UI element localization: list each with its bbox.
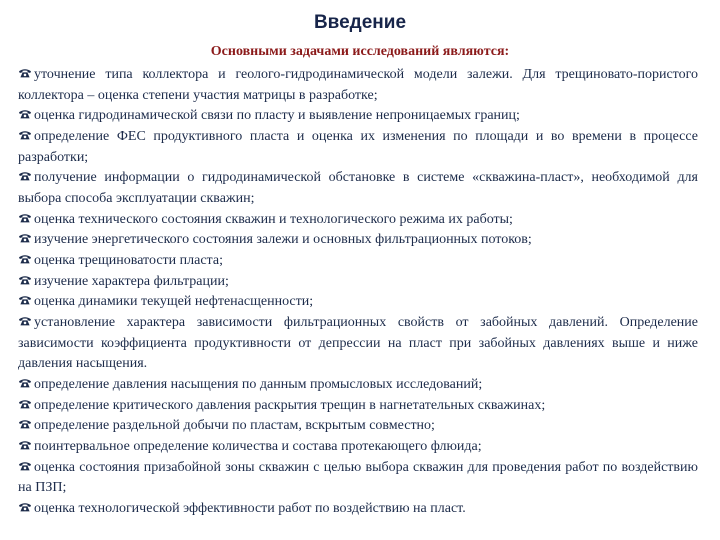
bullet-item (18, 313, 698, 375)
telephone-icon (18, 399, 32, 409)
bullet-text: поинтервальное определение количества и состава протекающего флюида; (34, 438, 482, 454)
bullet-text: получение информации о гидродинамической обстановке в системе «скважина-пласт», необходимой для выбора способа эксплуатации скважин; (18, 170, 698, 206)
telephone-icon (18, 295, 32, 305)
telephone-icon (18, 171, 32, 181)
bullet-item (18, 375, 698, 396)
telephone-icon (18, 316, 32, 326)
bullet-text: установление характера зависимости фильтрационных свойств от забойных давлений. Определение зависимости коэффициента продуктивности от депрессии на пласт при забойных давлениях выше и ниже давления насыщения. (18, 314, 698, 372)
bullet-text: изучение энергетического состояния залежи и основных фильтрационных потоков; (34, 232, 532, 248)
bullet-item (18, 168, 698, 209)
bullet-item (18, 437, 698, 458)
bullet-item (18, 106, 698, 127)
telephone-icon (18, 68, 32, 78)
telephone-icon (18, 378, 32, 388)
telephone-icon (18, 254, 32, 264)
bullet-text: изучение характера фильтрации; (34, 273, 229, 289)
bullet-text: определение раздельной добычи по пластам, вскрытым совместно; (34, 418, 435, 434)
telephone-icon (18, 109, 32, 119)
bullet-text: определение критического давления раскрытия трещин в нагнетательных скважинах; (34, 397, 546, 413)
bullet-item (18, 230, 698, 251)
bullet-text: определение ФЕС продуктивного пласта и оценка их изменения по площади и во времени в процессе разработки; (18, 128, 698, 165)
bullet-text: оценка технологической эффективности работ по воздействию на пласт. (34, 500, 466, 516)
bullet-item (18, 292, 698, 313)
bullet-list (18, 65, 698, 520)
bullet-text: оценка динамики текущей нефтенасщенности; (34, 294, 314, 310)
bullet-item (18, 127, 698, 168)
telephone-icon (18, 130, 32, 140)
telephone-icon (18, 233, 32, 243)
telephone-icon (18, 419, 32, 429)
bullet-item (18, 272, 698, 293)
bullet-text: определение давления насыщения по данным промысловых исследований; (34, 376, 483, 392)
bullet-item (18, 251, 698, 272)
bullet-text: уточнение типа коллектора и геолого-гидродинамической модели залежи. Для трещиновато-пористого коллектора – оценка степени участия матрицы в разработке; (18, 67, 698, 103)
bullet-text: оценка состояния призабойной зоны скважин с целью выбора скважин для проведения работ по воздействию на ПЗП; (18, 459, 698, 496)
telephone-icon (18, 213, 32, 223)
slide-title: Введение (313, 12, 407, 33)
bullet-item (18, 416, 698, 437)
bullet-text: оценка гидродинамической связи по пласту и выявление непроницаемых границ; (34, 108, 520, 124)
telephone-icon (18, 275, 32, 285)
telephone-icon (18, 461, 32, 471)
bullet-text: оценка трещиноватости пласта; (34, 252, 223, 268)
slide-subtitle: Основными задачами исследований являются: (210, 44, 510, 59)
telephone-icon (18, 502, 32, 512)
bullet-text: оценка технического состояния скважин и технологического режима их работы; (34, 211, 513, 227)
telephone-icon (18, 440, 32, 450)
bullet-item (18, 210, 698, 231)
bullet-item (18, 458, 698, 499)
bullet-item (18, 65, 698, 106)
bullet-item (18, 499, 698, 520)
bullet-item (18, 396, 698, 417)
